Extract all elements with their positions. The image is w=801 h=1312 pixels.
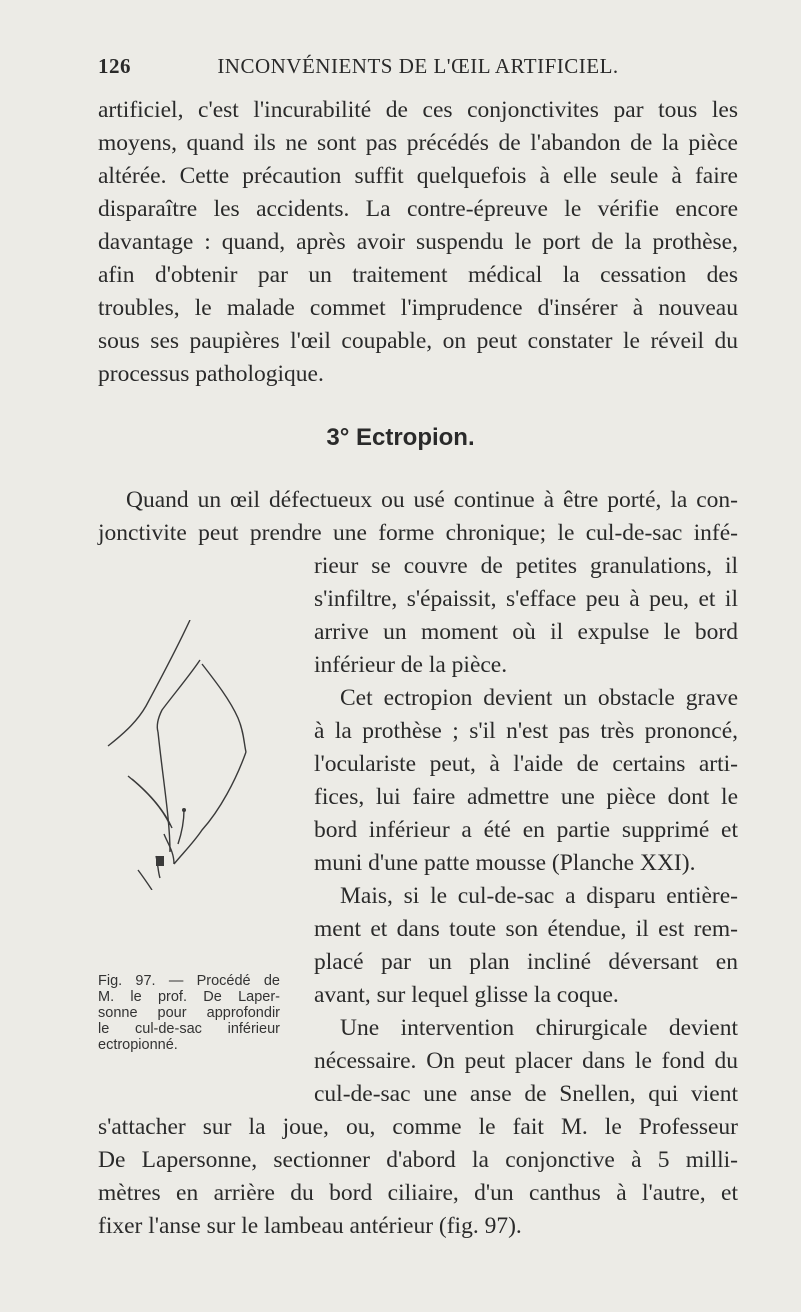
text-line: De Lapersonne, sectionner d'abord la conjonctive à 5 milli- [98, 1147, 738, 1173]
text-line: Mais, si le cul-de-sac a disparu entière- [340, 883, 738, 909]
text-line: artificiel, c'est l'incurabilité de ces conjonctivites par tous les [98, 97, 738, 123]
caption-line: M. le prof. De Laper- [98, 989, 280, 1005]
text-line: bord inférieur a été en partie supprimé et [314, 817, 738, 843]
lower-skin-line [138, 870, 152, 890]
caption-line: le cul-de-sac inférieur [98, 1021, 280, 1037]
eyelid-surgery-figure [98, 620, 318, 890]
text-line: davantage : quand, après avoir suspendu le port de la prothèse, [98, 229, 738, 255]
upper-fold-line [202, 664, 246, 752]
snellen-loop [156, 856, 164, 866]
text-line: processus pathologique. [98, 361, 324, 387]
figure-caption [98, 973, 280, 1053]
text-line: fixer l'anse sur le lambeau antérieur (fig. 97). [98, 1213, 522, 1239]
text-line: ment et dans toute son étendue, il est rem- [314, 916, 738, 942]
text-line: Cet ectropion devient un obstacle grave [340, 685, 738, 711]
text-line: fices, lui faire admettre une pièce dont le [314, 784, 738, 810]
text-line: afin d'obtenir par un traitement médical la cessation des [98, 262, 738, 288]
text-line: sous ses paupières l'œil coupable, on peut constater le réveil du [98, 328, 738, 354]
needle-point [182, 808, 186, 812]
text-line: inférieur de la pièce. [314, 652, 508, 678]
text-line: placé par un plan incliné déversant en [314, 949, 738, 975]
caption-line: ectropionné. [98, 1037, 178, 1053]
text-line: arrive un moment où il expulse le bord [314, 619, 738, 645]
page-number: 126 [98, 54, 131, 78]
text-line: à la prothèse ; s'il n'est pas très prononcé, [314, 718, 738, 744]
caption-line: sonne pour approfondir [98, 1005, 280, 1021]
text-line: mètres en arrière du bord ciliaire, d'un canthus à l'autre, et [98, 1180, 738, 1206]
suture-strand [178, 810, 184, 844]
text-line: moyens, quand ils ne sont pas précédés de l'abandon de la pièce [98, 130, 738, 156]
upper-lid-inner-line [157, 660, 200, 732]
text-line: avant, sur lequel glisse la coque. [314, 982, 619, 1008]
page-header [98, 54, 738, 84]
text-line: s'infiltre, s'épaissit, s'efface peu à peu, et il [314, 586, 738, 612]
section-heading: 3° Ectropion. [326, 424, 475, 451]
text-line: cul-de-sac une anse de Snellen, qui vient [314, 1081, 738, 1107]
text-line: Une intervention chirurgicale devient [340, 1015, 738, 1041]
upper-lid-outer-line [108, 620, 190, 746]
text-line: s'attacher sur la joue, ou, comme le fait M. le Professeur [98, 1114, 738, 1140]
running-head: INCONVÉNIENTS DE L'ŒIL ARTIFICIEL. [217, 54, 619, 78]
text-line: muni d'une patte mousse (Planche XXI). [314, 850, 696, 876]
right-fornix-line [174, 752, 246, 864]
text-line: altérée. Cette précaution suffit quelquefois à elle seule à faire [98, 163, 738, 189]
caption-line: Fig. 97. — Procédé de [98, 973, 280, 989]
text-line: jonctivite peut prendre une forme chronique; le cul-de-sac infé- [98, 520, 738, 546]
text-line: troubles, le malade commet l'imprudence d'insérer à nouveau [98, 295, 738, 321]
text-line: rieur se couvre de petites granulations, il [314, 553, 738, 579]
text-line: Quand un œil défectueux ou usé continue à être porté, la con- [126, 487, 738, 513]
text-line: nécessaire. On peut placer dans le fond du [314, 1048, 738, 1074]
text-line: disparaître les accidents. La contre-épreuve le vérifie encore [98, 196, 738, 222]
text-line: l'ocularistе peut, à l'aide de certains arti- [314, 751, 738, 777]
